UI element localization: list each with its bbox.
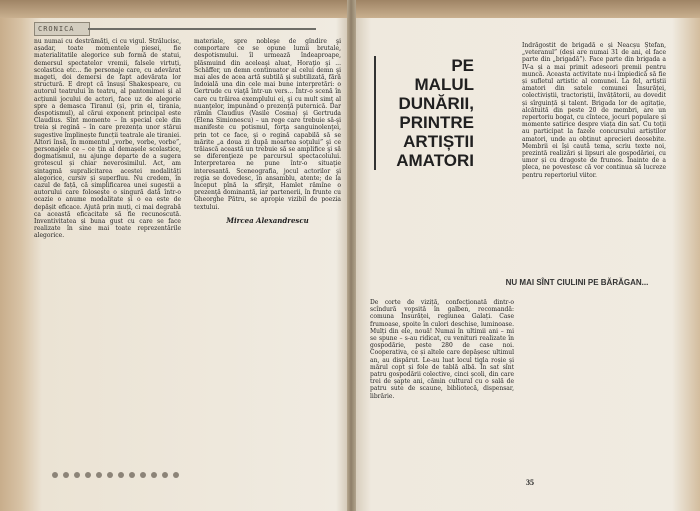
- hole-11: [162, 472, 168, 478]
- right-column-1-text: De corte de viziță, confecționată dintr-o scîndură vopsită în galben, recomandă: comuna Însurăței, regiunea Galați. Case frumoase, spoite în culori deschise, luminoase. Mulți din ele, nouă! Numai în ultimii ani – mi se spune – s-au ridicat, cu venituri realizate în gospodărie, peste 280 de case noi. Cooperativa, ce și altele care depășesc ultimul an, au dispărut. Le-au luat locul tigla roșie și mărul copt și fole de tablă albă. În sat sînt patru gospodării colective, cinci școli, din care trei de șapte ani, cămin cultural cu o sală de patru sute de scaune, bibliotecă, dispensar, librărie.: [370, 299, 514, 400]
- right-column-2: [522, 42, 666, 474]
- hole-3: [74, 472, 80, 478]
- hole-2: [63, 472, 69, 478]
- left-column-1-text: nu numai cu destrămăți, ci cu vigul. Strălucisc, așadar, toate momentele piesei, fie materialitatile alegorice sub formă de statui, demersul spectatelor vremii, falsele virtuți, scolastica etc... fie personaje care, cu adevărat mageti, doi demersi de fapt adevărata lor structură. E drept că însuși Shakespeare, cu autorul teatrului în teatru, al pantomimei și al acțiunii jocului de actori, face uz de alegorie spre a demasca Tiranul (și, prin el, tirania, despotismul), al cărui exponent principal este Claudius. Sînt momente – în special cele din treia și regină – în care prezența unor stărui sugestive împlinește funcții teatrale ale tiraniei. Altori însă, în momentul „vorbe, vorbe, vorbe”, personajele ce – ce țin al demașele scolastice, dogmatismul, nu ajunge departe de a sugera grotescul și chiar neverosimilul. Act, am sintagmă supralicitarea acestei modalități alegorice, cursiv și superfluu. Nu credem, în cazul de față, că simplificarea unei sugestii a autorului care folosește o singură dată într-o ocazie o anume modalitate și o ea este de depășit eficace. Ajută prin muți, ci mai degrabă ca această eficacitate să fie recunoscută. Inventivitatea și buna gust cu care se face realizate în sine mai toate reprezentările alegorice.: [34, 38, 181, 240]
- hole-8: [129, 472, 135, 478]
- header-rule: [88, 28, 316, 30]
- article-teaser: NU MAI SÎNT CIULINI PE BĂRĂGAN...: [505, 278, 649, 287]
- right-column-2-text: Îndrăgostit de brigadă e și Neacșu Ștefan, „veteranul” (deși are numai 31 de ani, el face parte din „brigadă”). Face parte din brigada a IV-a și a mai primit adeseori premii pentru muncă. Aceasta activitate nu-i împiedică să fie și sufletul artistic al comunei. La fel, artiștii amatori din satele comunei Însurăței, colectiviștii, tractoriștii, învățătorii, au dovedit și sîrguință și talent. Brigada lor de agitație, alcătuită din peste 20 de membri, are un repertoriu bogat, cu cîntece, jocuri populare și momente satirice despre viața din sat. Cu toții au participat la fazele concursului artiștilor amatori, unde au obținut aprecieri deosebite. Membrii ei își caută tema, scriu texte noi, prezintă realizări și lipsuri ale gospodăriei, cu umor și cu dragoste de frumos. Înainte de a pleca, ne povestesc că vor continua să lucreze pentru repertoriul viitor.: [522, 42, 666, 179]
- hole-4: [85, 472, 91, 478]
- hole-12: [173, 472, 179, 478]
- page-number: 35: [526, 478, 534, 487]
- left-column-2-text: materiale, spre nobleşe de gîndire şi comportare ce se opune lumii brutale, despotismului. îl urmează îndeaproape, plăsmuind din aceleaşi aluat, Horaţio şi ... Schäffer, un demn continuator al celui demn şi mai ales de acea artă subtilă şi subtilizată, fără îndoială una din cele mai bune interpretări: o Gertrude cu viaţă într-un vers... Într-o scenă în care cu trăirea exemplului ei, şi cu mult simţ al nuanţelor, impunând o prezenţă puternică. Dar rămîn Claudius (Vasile Cosma) şi Gertruda (Elena Simionescu) – un rege care trebuie să-şi manifeste cu potismul, forţa sanguinolenţei, prin tot ce face, şi o regină capabilă să se mărite „a doua zi după moartea soţului” şi ce trăiască această un trebuie să se amplifice şi să se diferenţieze pe parcursul spectacolului. Interpretarea ne pune într-o situaţie interesantă. Sceneografia, jocul actorilor şi regia se dovedesc, în ansamblu, atente; de la început pînă la sfîrşit, Hamlet rămîne o prezenţă dominantă, iar partenerii, în frunte cu Gheorghe Pătru, se apropie vizibil de poezia textului.: [194, 38, 341, 211]
- title-line-5: ARTIȘTII: [403, 132, 474, 151]
- title-line-3: DUNĂRII,: [398, 94, 474, 113]
- hole-9: [140, 472, 146, 478]
- title-line-4: PRINTRE: [399, 113, 474, 132]
- left-page: [34, 22, 347, 502]
- binding-holes: [52, 468, 322, 484]
- title-line-2: MALUL: [414, 75, 474, 94]
- section-header-label: CRONICA: [38, 25, 75, 33]
- book-gutter: [347, 0, 356, 511]
- right-column-1: [370, 299, 514, 474]
- left-column-2: [194, 38, 341, 474]
- right-page: [356, 22, 674, 502]
- title-line-1: PE: [451, 56, 474, 75]
- title-line-6: AMATORI: [396, 151, 474, 170]
- section-header-tab: [34, 22, 90, 36]
- left-column-1: [34, 38, 181, 474]
- author-signature: Mircea Alexandrescu: [226, 215, 309, 225]
- hole-10: [151, 472, 157, 478]
- hole-6: [107, 472, 113, 478]
- hole-7: [118, 472, 124, 478]
- hole-5: [96, 472, 102, 478]
- article-title: [374, 56, 474, 170]
- hole-1: [52, 472, 58, 478]
